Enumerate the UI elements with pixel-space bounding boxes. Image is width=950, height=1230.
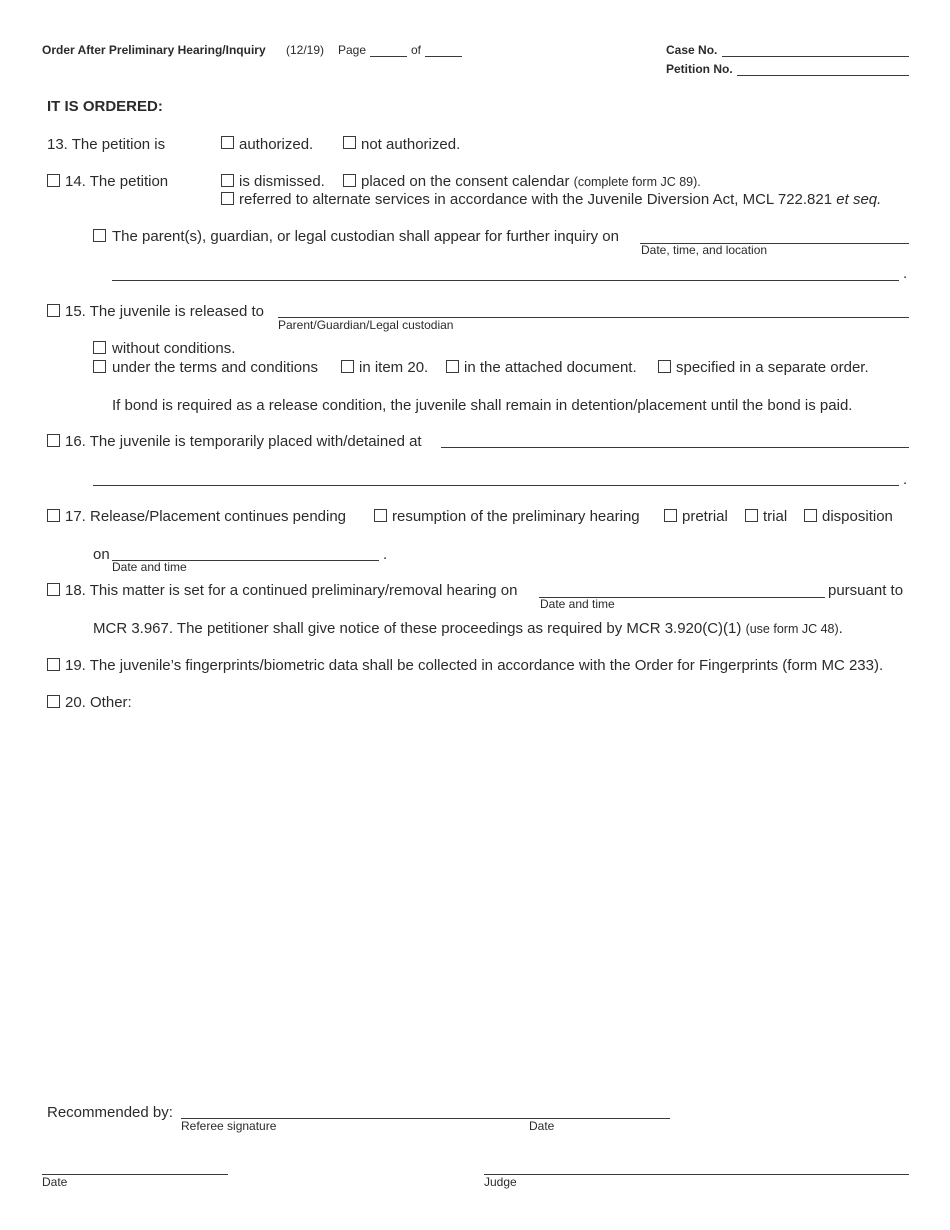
item16-checkbox[interactable] [47,434,60,447]
petition-no-field[interactable] [737,75,909,76]
item15-label: 15. The juvenile is released to [65,303,265,320]
mcr-text: MCR 3.967. The petitioner shall give notice of these proceedings as required by MCR 3.920(C)(1) (use form JC 48). [93,620,843,637]
date-caption: Date [42,1175,68,1189]
on-label: on [93,546,110,563]
further-inquiry-label: The parent(s), guardian, or legal custodian shall appear for further inquiry on [112,228,619,245]
trial-checkbox[interactable] [745,509,758,522]
page-label: Page [338,43,367,57]
attached-document-label: in the attached document. [464,359,637,376]
not-authorized-checkbox[interactable] [343,136,356,149]
form-revision: (12/19) [286,43,325,57]
item20-label: 20. Other: [65,694,132,711]
period: . [383,546,388,563]
item13-label: 13. The petition is [47,136,166,153]
item19-label: 19. The juvenile’s fingerprints/biometric data shall be collected in accordance with the Order for Fingerprints (form MC 233). [65,657,884,674]
case-no-field[interactable] [722,56,909,57]
item18-checkbox[interactable] [47,583,60,596]
referee-signature-caption: Referee signature [181,1119,277,1133]
dismissed-label: is dismissed. [239,173,325,190]
item20-option-label: in item 20. [359,359,429,376]
petition-no-label: Petition No. [666,62,733,76]
not-authorized-label: not authorized. [361,136,461,153]
judge-caption: Judge [484,1175,517,1189]
referee-date-caption: Date [529,1119,555,1133]
case-no-label: Case No. [666,43,718,57]
item19-checkbox[interactable] [47,658,60,671]
period: . [903,471,908,488]
of-label: of [411,43,422,57]
resumption-checkbox[interactable] [374,509,387,522]
dismissed-checkbox[interactable] [221,174,234,187]
disposition-checkbox[interactable] [804,509,817,522]
period: . [903,265,908,282]
item16-label: 16. The juvenile is temporarily placed with/detained at [65,433,422,450]
separate-order-checkbox[interactable] [658,360,671,373]
terms-conditions-checkbox[interactable] [93,360,106,373]
separate-order-label: specified in a separate order. [676,359,869,376]
attached-document-checkbox[interactable] [446,360,459,373]
continued-hearing-caption: Date and time [540,597,615,611]
authorized-checkbox[interactable] [221,136,234,149]
item18-label: 18. This matter is set for a continued preliminary/removal hearing on [65,582,518,599]
recommended-by-label: Recommended by: [47,1104,173,1121]
referred-checkbox[interactable] [221,192,234,205]
further-inquiry-checkbox[interactable] [93,229,106,242]
without-conditions-checkbox[interactable] [93,341,106,354]
resumption-label: resumption of the preliminary hearing [392,508,640,525]
terms-conditions-label: under the terms and conditions [112,359,318,376]
continues-date-caption: Date and time [112,560,187,574]
bond-note: If bond is required as a release condition, the juvenile shall remain in detention/placement until the bond is paid. [112,397,853,414]
consent-calendar-checkbox[interactable] [343,174,356,187]
date-field[interactable] [42,1174,228,1175]
pretrial-label: pretrial [682,508,728,525]
pretrial-checkbox[interactable] [664,509,677,522]
item17-label: 17. Release/Placement continues pending [65,508,347,525]
without-conditions-label: without conditions. [112,340,236,357]
ordered-heading: IT IS ORDERED: [47,98,163,115]
released-to-caption: Parent/Guardian/Legal custodian [278,318,454,332]
item20-other-checkbox[interactable] [47,695,60,708]
item15-checkbox[interactable] [47,304,60,317]
page-number-field[interactable] [370,56,407,57]
pursuant-label: pursuant to [828,582,904,599]
judge-signature-field[interactable] [484,1174,909,1175]
authorized-label: authorized. [239,136,314,153]
trial-label: trial [763,508,788,525]
placed-with-field[interactable] [441,447,909,448]
consent-calendar-label: placed on the consent calendar (complete form JC 89). [361,173,701,190]
item17-checkbox[interactable] [47,509,60,522]
further-inquiry-caption: Date, time, and location [641,243,768,257]
disposition-label: disposition [822,508,893,525]
placed-with-field-line2[interactable] [93,485,899,486]
item14-label: 14. The petition [65,173,169,190]
item14-checkbox[interactable] [47,174,60,187]
referred-label: referred to alternate services in accordance with the Juvenile Diversion Act, MCL 722.821 et seq. [239,191,882,208]
form-title: Order After Preliminary Hearing/Inquiry [42,43,266,57]
page-total-field[interactable] [425,56,462,57]
further-inquiry-field-line2[interactable] [112,280,899,281]
item20-checkbox[interactable] [341,360,354,373]
